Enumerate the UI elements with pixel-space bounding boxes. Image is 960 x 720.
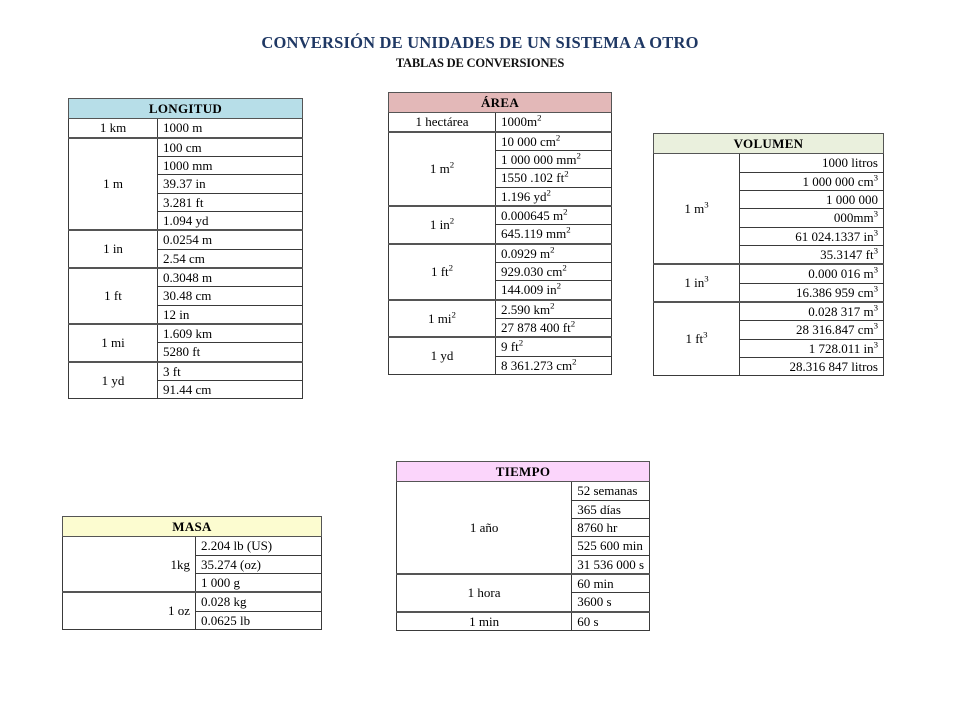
unit-value: 144.009 $in^2$ bbox=[496, 281, 612, 300]
table-header-row bbox=[397, 462, 650, 482]
table-header-volumen: VOLUMEN bbox=[654, 134, 884, 154]
unit-value: 0.000645 $m^2$ bbox=[496, 206, 612, 225]
unit-label: 1 $ft^2$ bbox=[389, 244, 496, 300]
unit-value: 0.0254 m bbox=[158, 230, 303, 249]
unit-label: 1 ft bbox=[69, 268, 158, 324]
table-row bbox=[63, 537, 322, 555]
unit-label: 1 in bbox=[69, 230, 158, 268]
table-row bbox=[69, 268, 303, 287]
unit-value: 30.48 cm bbox=[158, 287, 303, 305]
unit-value: 1 000 g bbox=[196, 573, 322, 592]
unit-value: 28.316 847 litros bbox=[740, 357, 884, 375]
unit-value: 0.0929 $m^2$ bbox=[496, 244, 612, 263]
unit-value: 0.000 016 $m^3$ bbox=[740, 264, 884, 283]
unit-value: 8 361.273 $cm^2$ bbox=[496, 356, 612, 374]
table-row bbox=[69, 230, 303, 249]
unit-value: 3.281 ft bbox=[158, 193, 303, 211]
unit-value: $000mm^3$ bbox=[740, 209, 884, 227]
table-header-longitud: LONGITUD bbox=[69, 99, 303, 119]
unit-value: 0.028 kg bbox=[196, 592, 322, 611]
unit-label: 1 km bbox=[69, 119, 158, 138]
unit-value: 1 000 000 $mm^2$ bbox=[496, 150, 612, 168]
unit-value: 1 000 000 $cm^3$ bbox=[740, 172, 884, 190]
table-row bbox=[389, 132, 612, 151]
unit-value: 3600 s bbox=[572, 593, 650, 612]
table-row bbox=[389, 244, 612, 263]
unit-label: 1 min bbox=[397, 612, 572, 631]
unit-label: 1 $in^2$ bbox=[389, 206, 496, 244]
unit-label: 1 mi bbox=[69, 324, 158, 362]
unit-value: 1000 mm bbox=[158, 156, 303, 174]
unit-value: 12 in bbox=[158, 305, 303, 324]
unit-label: 1 $mi^2$ bbox=[389, 300, 496, 338]
unit-value: 60 s bbox=[572, 612, 650, 631]
unit-value: 10 000 $cm^2$ bbox=[496, 132, 612, 151]
table-row bbox=[69, 119, 303, 138]
unit-value: 1000 litros bbox=[740, 154, 884, 172]
table-header-tiempo: TIEMPO bbox=[397, 462, 650, 482]
table-header-row bbox=[389, 93, 612, 113]
unit-label: 1 hectárea bbox=[389, 113, 496, 132]
table-volumen bbox=[653, 133, 884, 376]
table-row bbox=[654, 154, 884, 172]
unit-value: 1550 .102 $ft^2$ bbox=[496, 169, 612, 187]
table-row bbox=[654, 264, 884, 283]
table-masa bbox=[62, 516, 322, 630]
table-row bbox=[397, 482, 650, 500]
unit-value: 645.119 $mm^2$ bbox=[496, 225, 612, 244]
unit-value: 1 000 000 bbox=[740, 190, 884, 208]
title-block bbox=[0, 34, 960, 71]
unit-label: 1 oz bbox=[63, 592, 196, 629]
unit-label: 1 año bbox=[397, 482, 572, 574]
unit-value: 365 días bbox=[572, 500, 650, 518]
unit-value: 0.3048 m bbox=[158, 268, 303, 287]
unit-value: 52 semanas bbox=[572, 482, 650, 500]
unit-value: 16.386 959 $cm^3$ bbox=[740, 283, 884, 302]
unit-label: 1 $in^3$ bbox=[654, 264, 740, 302]
unit-value: 2.204 lb (US) bbox=[196, 537, 322, 555]
unit-value: 929.030 $cm^2$ bbox=[496, 262, 612, 280]
unit-label: 1 yd bbox=[69, 362, 158, 399]
table-header-row bbox=[654, 134, 884, 154]
unit-label: 1kg bbox=[63, 537, 196, 592]
table-row bbox=[397, 574, 650, 593]
unit-value: 2.590 $km^2$ bbox=[496, 300, 612, 319]
unit-label: 1 $m^2$ bbox=[389, 132, 496, 206]
table-longitud bbox=[68, 98, 303, 399]
unit-value: 0.028 317 $m^3$ bbox=[740, 302, 884, 321]
unit-label: 1 $ft^3$ bbox=[654, 302, 740, 376]
table-row bbox=[389, 300, 612, 319]
page-subtitle: TABLAS DE CONVERSIONES bbox=[395, 55, 565, 70]
table-row bbox=[389, 337, 612, 356]
unit-value: 1 728.011 $in^3$ bbox=[740, 339, 884, 357]
unit-value: 1.094 yd bbox=[158, 211, 303, 230]
unit-label: 1 m bbox=[69, 138, 158, 231]
unit-value: 39.37 in bbox=[158, 175, 303, 193]
unit-value: 2.54 cm bbox=[158, 249, 303, 268]
unit-value: 5280 ft bbox=[158, 343, 303, 362]
table-header-row bbox=[63, 517, 322, 537]
table-row bbox=[389, 113, 612, 132]
unit-value: 1000 m bbox=[158, 119, 303, 138]
table-header-area: ÁREA bbox=[389, 93, 612, 113]
table-row bbox=[654, 302, 884, 321]
unit-value: 61 024.1337 $in^3$ bbox=[740, 227, 884, 245]
unit-value: 1.196 $yd^2$ bbox=[496, 187, 612, 206]
table-header-row bbox=[69, 99, 303, 119]
unit-value: 525 600 min bbox=[572, 537, 650, 555]
page-title: CONVERSIÓN DE UNIDADES DE UN SISTEMA A OTRO bbox=[261, 33, 699, 52]
table-row bbox=[397, 612, 650, 631]
unit-value: 0.0625 lb bbox=[196, 611, 322, 629]
table-row bbox=[69, 324, 303, 343]
table-row bbox=[69, 362, 303, 381]
unit-label: 1 yd bbox=[389, 337, 496, 374]
unit-value: 3 ft bbox=[158, 362, 303, 381]
table-area bbox=[388, 92, 612, 375]
table-row bbox=[389, 206, 612, 225]
unit-value: 35.274 (oz) bbox=[196, 555, 322, 573]
unit-value: 60 min bbox=[572, 574, 650, 593]
unit-value: 8760 hr bbox=[572, 518, 650, 536]
table-row bbox=[69, 138, 303, 157]
unit-value: 91.44 cm bbox=[158, 380, 303, 398]
unit-label: 1 $m^3$ bbox=[654, 154, 740, 264]
unit-value: 31 536 000 s bbox=[572, 555, 650, 574]
unit-value: 100 cm bbox=[158, 138, 303, 157]
unit-value: $1000m^2$ bbox=[496, 113, 612, 132]
table-tiempo bbox=[396, 461, 650, 631]
unit-value: 27 878 400 $ft^2$ bbox=[496, 318, 612, 337]
unit-value: 9 $ft^2$ bbox=[496, 337, 612, 356]
table-row bbox=[63, 592, 322, 611]
unit-value: 28 316.847 $cm^3$ bbox=[740, 321, 884, 339]
unit-label: 1 hora bbox=[397, 574, 572, 612]
unit-value: 1.609 km bbox=[158, 324, 303, 343]
unit-value: 35.3147 $ft^3$ bbox=[740, 245, 884, 264]
table-header-masa: MASA bbox=[63, 517, 322, 537]
